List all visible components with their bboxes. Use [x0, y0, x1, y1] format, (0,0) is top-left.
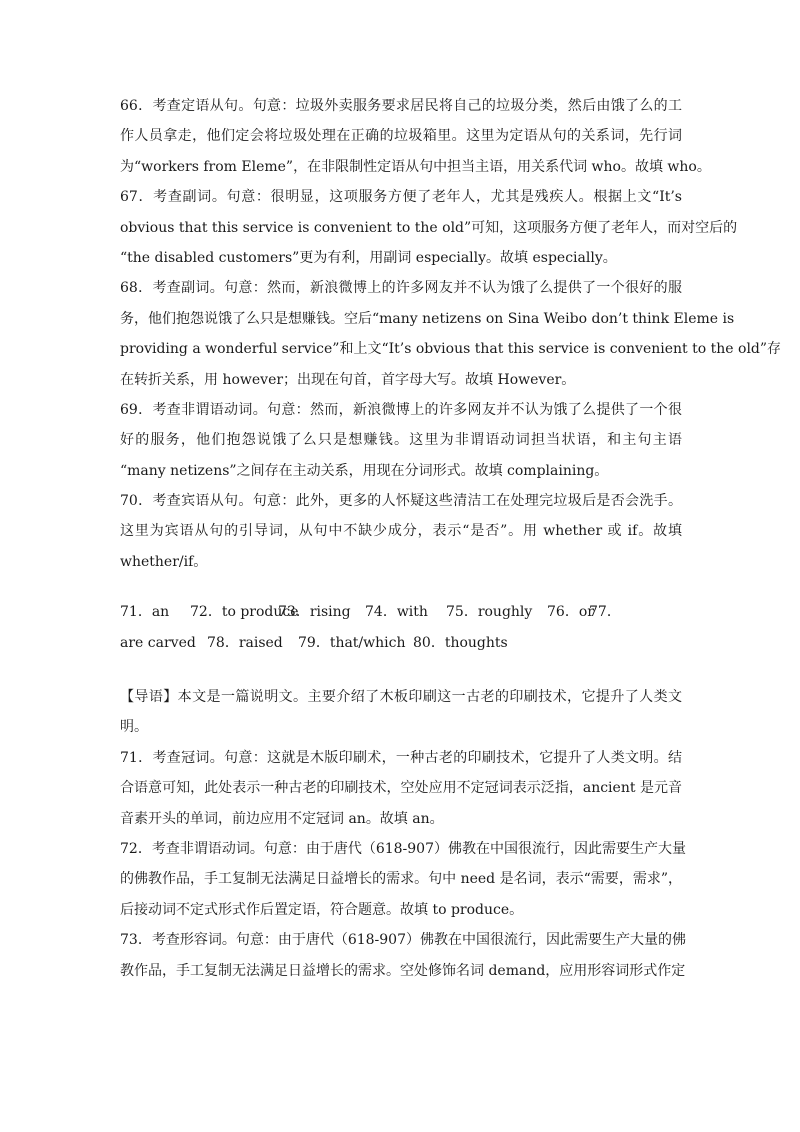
text-line: 为“workers from Eleme”，在非限制性定语从句中担当主语，用关系代词 who。故填 who。	[120, 158, 711, 175]
answer-row	[120, 633, 682, 663]
answer-item: 79．that/which	[298, 634, 406, 651]
text-line: “many netizens”之间存在主动关系，用现在分词形式。故填 complaining。	[120, 462, 609, 479]
text-line: 66．考查定语从句。句意：垃圾外卖服务要求居民将自己的垃圾分类，然后由饿了么的工	[120, 98, 682, 114]
answer-item: 75．roughly	[446, 604, 533, 621]
text-line: 在转折关系，用 however；出现在句首，首字母大写。故填 However。	[120, 371, 576, 388]
answer-key	[120, 602, 682, 663]
answer-item: 80．thoughts	[413, 634, 508, 651]
answer-item: 78．raised	[207, 634, 283, 651]
text-line: whether/if。	[120, 553, 208, 570]
text-line: 【导语】本文是一篇说明文。主要介绍了木板印刷这一古老的印刷技术，它提升了人类文	[120, 689, 682, 706]
text-line: 合语意可知，此处表示一种古老的印刷技术，空处应用不定冠词表示泛指，ancient 是元音	[120, 780, 682, 797]
text-line: 这里为宾语从句的引导词，从句中不缺少成分，表示“是否”。用 whether 或 if。故填	[120, 523, 682, 540]
text-line: “the disabled customers”更为有利，用副词 especially。故填 especially。	[120, 249, 617, 266]
text-line: providing a wonderful service”和上文“It’s obvious that this service is convenient to the old”存	[120, 341, 782, 358]
answer-item: 71．an	[120, 604, 170, 621]
answer-item: 77．	[589, 604, 621, 621]
text-line: 的佛教作品，手工复制无法满足日益增长的需求。句中 need 是名词，表示“需要，需求”，	[120, 871, 682, 888]
text-line: 68．考查副词。句意：然而，新浪微博上的许多网友并不认为饿了么提供了一个很好的服	[120, 280, 682, 297]
text-line: 教作品，手工复制无法满足日益增长的需求。空处修饰名词 demand，应用形容词形式作定	[120, 962, 686, 979]
text-line: 务，他们抱怨说饿了么只是想赚钱。空后“many netizens on Sina Weibo don’t think Eleme is	[120, 310, 735, 327]
text-line: 73．考查形容词。句意：由于唐代（618-907）佛教在中国很流行，因此需要生产大量的佛	[120, 932, 686, 949]
answer-item: 73．rising	[278, 604, 351, 621]
text-line: 明。	[120, 719, 148, 736]
text-line: obvious that this service is convenient to the old”可知，这项服务方便了老年人，而对空后的	[120, 219, 738, 236]
answer-item: 74．with	[365, 604, 428, 621]
text-line: 72．考查非谓语动词。句意：由于唐代（618-907）佛教在中国很流行，因此需要生产大量	[120, 840, 686, 857]
answer-row	[120, 602, 682, 632]
text-line: 69．考查非谓语动词。句意：然而，新浪微博上的许多网友并不认为饿了么提供了一个很	[120, 401, 682, 418]
text-line: 作人员拿走，他们定会将垃圾处理在正确的垃圾箱里。这里为定语从句的关系词，先行词	[120, 128, 682, 145]
explanation-block-71-73	[120, 687, 686, 991]
answer-item: 76．or	[547, 604, 594, 621]
text-line: 70．考查宾语从句。句意：此外，更多的人怀疑这些清洁工在处理完垃圾后是否会洗手。	[120, 493, 682, 510]
text-line: 71．考查冠词。句意：这就是木版印刷术，一种古老的印刷技术，它提升了人类文明。结	[120, 749, 682, 766]
text-line: 好的服务，他们抱怨说饿了么只是想赚钱。这里为非谓语动词担当状语，和主句主语	[120, 432, 682, 449]
explanation-block-66-70	[120, 96, 782, 582]
text-line: 后接动词不定式形式作后置定语，符合题意。故填 to produce。	[120, 901, 524, 918]
answer-item: are carved	[120, 634, 196, 651]
text-line: 音素开头的单词，前边应用不定冠词 an。故填 an。	[120, 810, 444, 827]
document-page	[120, 96, 782, 991]
text-line: 67．考查副词。句意：很明显，这项服务方便了老年人，尤其是残疾人。根据上文“It’s	[120, 189, 682, 206]
answer-item: 72．to produce	[190, 604, 299, 621]
